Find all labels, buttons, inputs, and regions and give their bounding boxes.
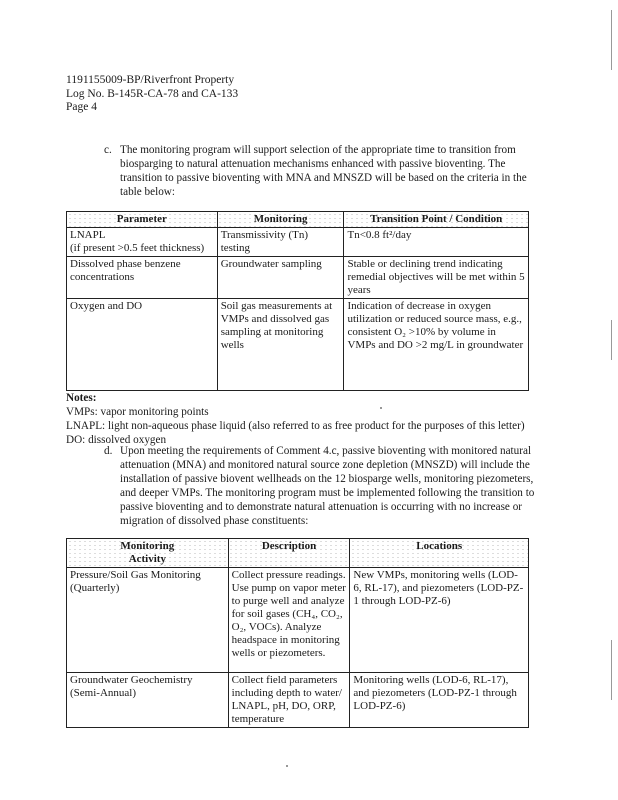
table-row <box>67 228 529 257</box>
table-header-row <box>67 212 529 228</box>
note-item: LNAPL: light non-aqueous phase liquid (also referred to as free product for the purposes of this letter) <box>66 420 525 432</box>
table-cell: Tn<0.8 ft²/day <box>344 228 529 257</box>
table-cell: Dissolved phase benzene concentrations <box>67 257 218 299</box>
table-row <box>67 257 529 299</box>
column-header: Monitoring <box>217 212 344 228</box>
column-header: Monitoring Activity <box>67 539 229 568</box>
monitoring-program-table <box>66 538 529 728</box>
page-number: Page 4 <box>66 101 97 113</box>
table-cell: Transmissivity (Tn) testing <box>217 228 344 257</box>
table-cell: Stable or declining trend indicating remedial objectives will be met within 5 years <box>344 257 529 299</box>
scan-speck <box>380 407 382 409</box>
table-cell: Groundwater Geochemistry (Semi-Annual) <box>67 673 229 728</box>
note-item: VMPs: vapor monitoring points <box>66 406 209 418</box>
table-cell: Oxygen and DO <box>67 299 218 391</box>
scan-edge-mark <box>611 10 612 70</box>
paragraph-d-text: Upon meeting the requirements of Comment 4.c, passive bioventing with monitored natural attenuation (MNA) and monitored natural source zone depletion (MNSZD) will include the installation of passive biovent wellheads on the 12 biosparge wells, monitoring piezometers, and deeper VMPs. The monitoring program must be implemented following the transition to passive bioventing and to demonstrate natural attenuation is occurring with no increase or migration of dissolved phase constituents: <box>120 445 535 527</box>
paragraph-d <box>104 444 540 528</box>
column-header: Transition Point / Condition <box>344 212 529 228</box>
table-cell: Pressure/Soil Gas Monitoring (Quarterly) <box>67 568 229 673</box>
table-notes <box>66 391 536 447</box>
table-cell: Monitoring wells (LOD-6, RL-17), and piezometers (LOD-PZ-1 through LOD-PZ-6) <box>350 673 529 728</box>
table-cell: New VMPs, monitoring wells (LOD-6, RL-17), and piezometers (LOD-PZ-1 through LOD-PZ-6) <box>350 568 529 673</box>
column-header: Description <box>228 539 350 568</box>
scan-speck <box>286 765 288 767</box>
note-item: DO: dissolved oxygen <box>66 434 167 446</box>
table-cell: Soil gas measurements at VMPs and dissolved gas sampling at monitoring wells <box>217 299 344 391</box>
log-number: Log No. B-145R-CA-78 and CA-133 <box>66 87 239 100</box>
paragraph-c <box>104 143 540 199</box>
table-row <box>67 673 529 728</box>
column-header: Parameter <box>67 212 218 228</box>
scan-edge-mark <box>611 640 612 700</box>
paragraph-c-marker: c. <box>104 144 112 156</box>
table-cell: Indication of decrease in oxygen utilization or reduced source mass, e.g., consistent O₂ >10% by volume in VMPs and DO >2 mg/L in groundwater <box>344 299 529 391</box>
paragraph-c-text: The monitoring program will support selection of the appropriate time to transition from biosparging to natural attenuation mechanisms enhanced with passive bioventing. The transition to passive bioventing with MNA and MNSZD will be based on the criteria in the table below: <box>120 144 527 198</box>
table-row <box>67 568 529 673</box>
table-cell: LNAPL (if present >0.5 feet thickness) <box>67 228 218 257</box>
table-cell: Collect pressure readings. Use pump on vapor meter to purge well and analyze for soil gases (CH₄, CO₂, O₂, VOCs). Analyze headspace in monitoring wells or piezometers. <box>228 568 350 673</box>
scan-edge-mark <box>611 320 612 360</box>
transition-criteria-table <box>66 211 529 391</box>
project-number: 1191155009-BP/Riverfront Property <box>66 74 235 86</box>
table-cell: Groundwater sampling <box>217 257 344 299</box>
letter-header <box>66 74 238 115</box>
notes-title: Notes: <box>66 392 97 404</box>
column-header: Locations <box>350 539 529 568</box>
table-header-row <box>67 539 529 568</box>
table-row <box>67 299 529 391</box>
paragraph-d-marker: d. <box>104 445 113 457</box>
table-cell: Collect field parameters including depth to water/ LNAPL, pH, DO, ORP, temperature <box>228 673 350 728</box>
